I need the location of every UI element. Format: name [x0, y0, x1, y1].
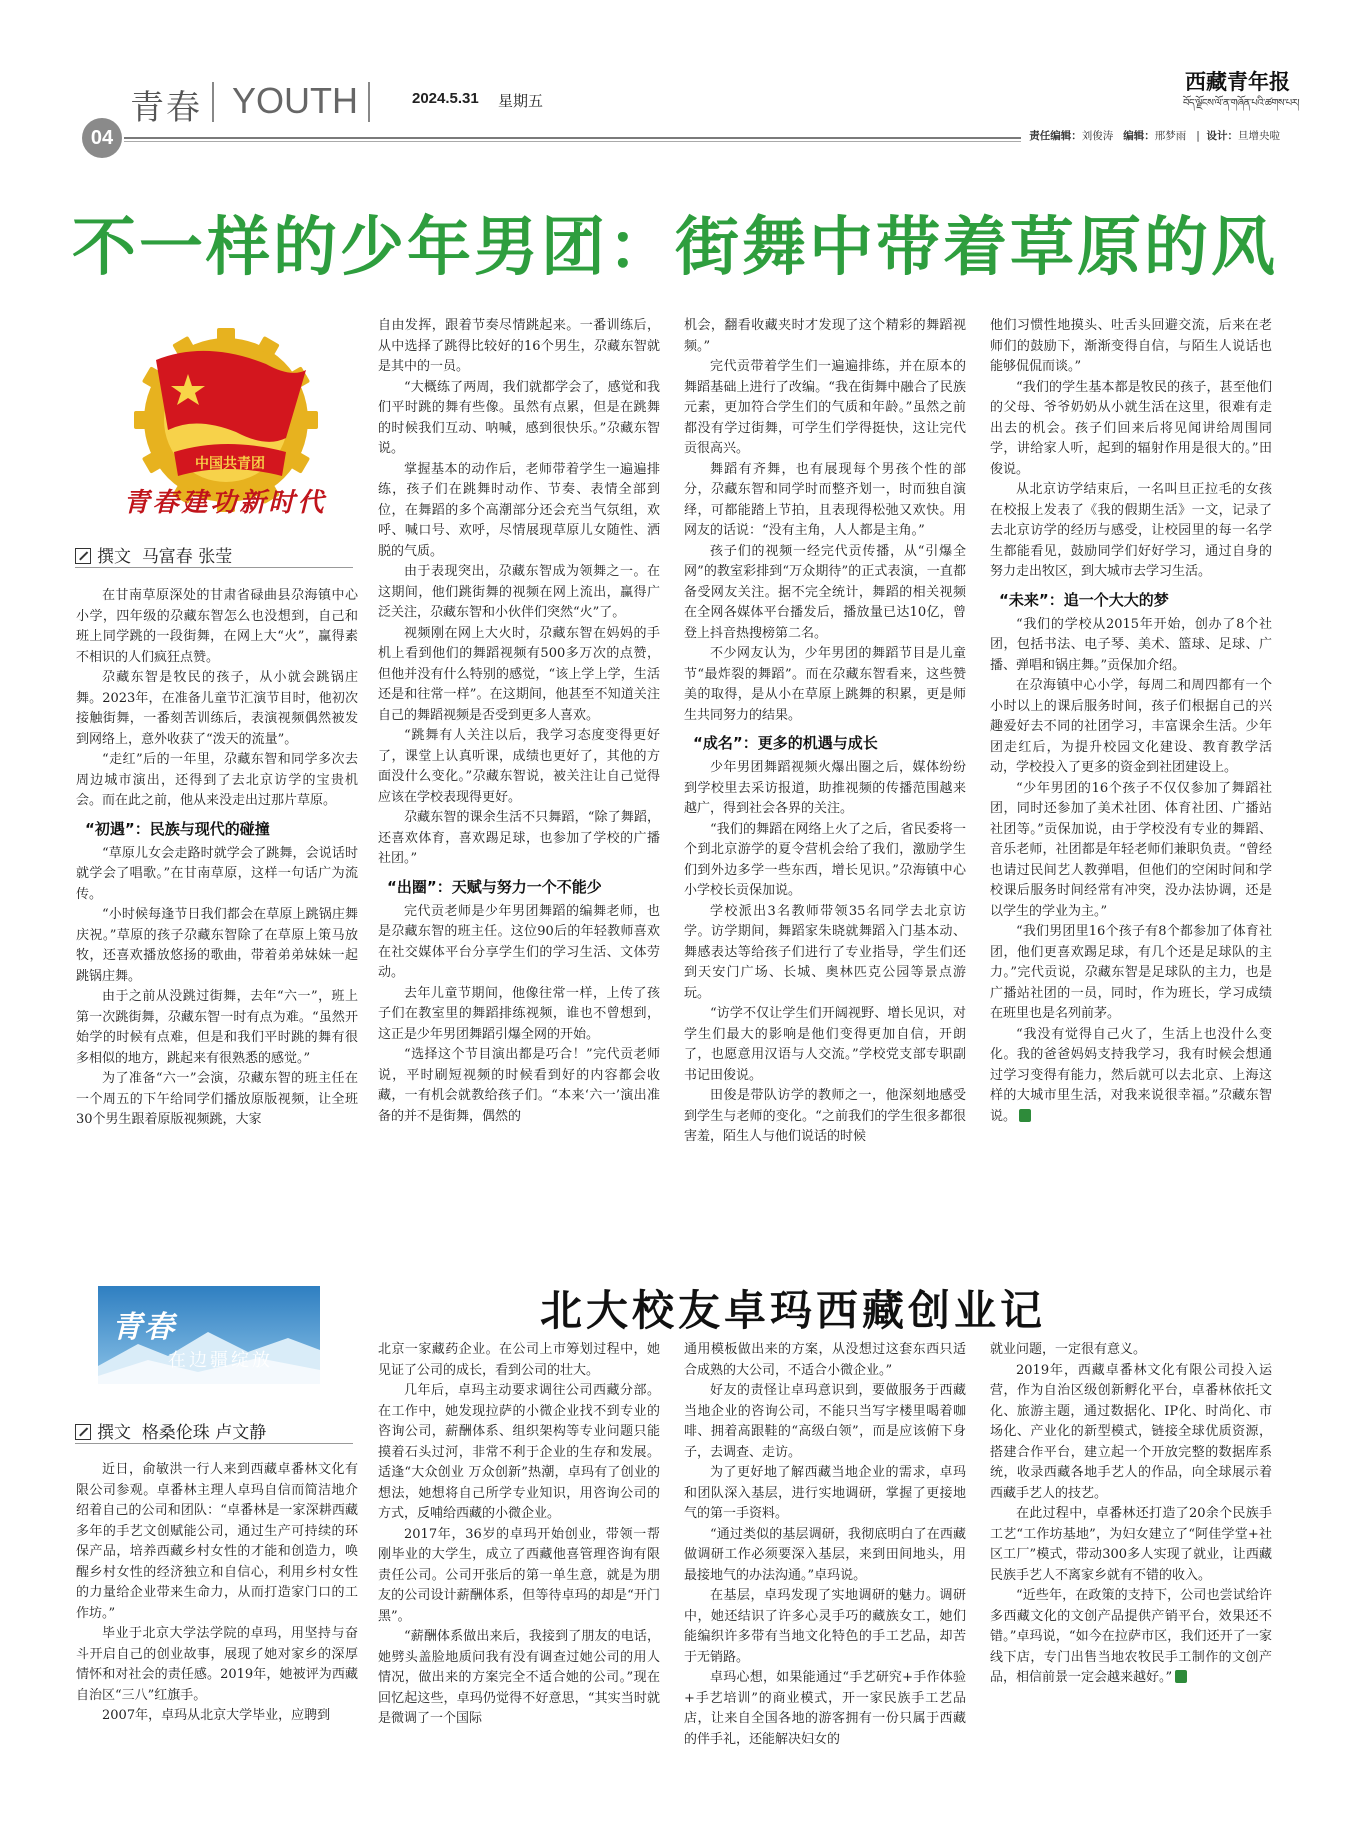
- paragraph: 田俊是带队访学的教师之一，他深刻地感受到学生与老师的变化。“之前我们的学生很多都很害羞，陌生人与他们说话的时候: [684, 1088, 966, 1144]
- paragraph: 学校派出3名教师带领35名同学去北京访学。访学期间，舞蹈家朱晓就舞蹈入门基本动、舞感表达等给孩子们进行了专业指导，学生们还到天安门广场、长城、奥林匹克公园等景点游玩。: [684, 903, 966, 1001]
- article2-headline: 北大校友卓玛西藏创业记: [540, 1286, 1047, 1335]
- paragraph: 为了更好地了解西藏当地企业的需求，卓玛和团队深入基层，进行实地调研，掌握了更接地气的第一手资料。: [684, 1465, 966, 1521]
- paragraph: “选择这个节目演出都是巧合！”完代贡老师说，平时刷短视频的时候看到好的内容都会收藏，一有机会就教给孩子们。“本来‘六一’演出准备的并不是街舞，偶然的: [378, 1047, 660, 1124]
- paragraph: 去年儿童节期间，他像往常一样，上传了孩子们在教室里的舞蹈排练视频，谁也不曾想到，这正是少年男团舞蹈引爆全网的开始。: [378, 985, 660, 1042]
- paragraph: 在此过程中，卓番林还打造了20余个民族手工艺“工作坊基地”，为妇女建立了“阿佳学堂+社区工厂”模式，带动300多人实现了就业，让西藏民族手艺人不离家乡就有不错的收入。: [990, 1506, 1272, 1583]
- article2-column-1: [76, 1460, 358, 1786]
- paragraph: “走红”后的一年里，尕藏东智和同学多次去周边城市演出，还得到了去北京访学的宝贵机会。而在此之前，他从来没走出过那片草原。: [76, 752, 358, 808]
- paragraph: 2017年，36岁的卓玛开始创业，带领一帮刚毕业的大学生，成立了西藏他喜管理咨询有限责任公司。公司开张后的第一单生意，就是为朋友的公司设计薪酬体系，但等待卓玛的却是“开门黑”。: [378, 1526, 660, 1624]
- subheading: “未来”：追一个大大的梦: [999, 590, 1169, 609]
- paragraph: “近些年，在政策的支持下，公司也尝试给许多西藏文化的文创产品提供产销平台，效果还不错。”卓玛说，“如今在拉萨市区，我们还开了一家线下店，专门出售当地农牧民手工制作的文创产品，相信前景一定会越来越好。”: [990, 1588, 1272, 1685]
- paragraph: 2019年，西藏卓番林文化有限公司投入运营，作为自治区级创新孵化平台，卓番林依托文化、旅游主题，通过数据化、IP化、时尚化、市场化、产业化的新型模式，链接全球优质资源，搭建合作平台，建立起一个开放完整的数据库系统，收录西藏各地手艺人的作品，向全球展示着西藏手艺人的技艺。: [990, 1362, 1272, 1501]
- article1-byline: [75, 542, 232, 567]
- article1-headline: 不一样的少年男团：街舞中带着草原的风: [72, 211, 1278, 285]
- newspaper-name: 西藏青年报: [1185, 69, 1290, 94]
- article1-column-4: [990, 316, 1272, 1216]
- editor-name: 刘俊涛: [1081, 130, 1114, 142]
- section-title-cn: 青春: [130, 88, 202, 128]
- byline-authors: 马富春 张莹: [141, 547, 233, 567]
- editor-label: 责任编辑：: [1029, 130, 1082, 142]
- paragraph: “草原儿女会走路时就学会了跳舞，会说话时就学会了唱歌。”在甘南草原，这样一句话广为流传。: [76, 845, 358, 902]
- paragraph: “小时候每逢节日我们都会在草原上跳锅庄舞庆祝。”草原的孩子尕藏东智除了在草原上策马放牧，还喜欢播放悠扬的歌曲，带着弟弟妹妹一起跳锅庄舞。: [76, 907, 358, 984]
- paragraph: 毕业于北京大学法学院的卓玛，用坚持与奋斗开启自己的创业故事，展现了她对家乡的深厚情怀和对社会的责任感。2019年，她被评为西藏自治区“三八”红旗手。: [76, 1626, 358, 1703]
- paragraph: “少年男团的16个孩子不仅仅参加了舞蹈社团，同时还参加了美术社团、体育社团、广播站社团等。”贡保加说，由于学校没有专业的舞蹈、音乐老师，社团都是年轻老师们兼职负责。“曾经也请过民间艺人教弹唱，但他们的空闲时间和学校课后服务时间经常有冲突，没办法协调，还是以学生的学业为主。”: [990, 780, 1272, 919]
- article2-byline: [75, 1418, 266, 1443]
- paragraph: 北京一家藏药企业。在公司上市筹划过程中，她见证了公司的成长，看到公司的壮大。: [378, 1342, 660, 1378]
- paragraph: 为了准备“六一”会演，尕藏东智的班主任在一个周五的下午给同学们播放原版视频，让全班30个男生跟着原版视频跳，大家: [76, 1071, 358, 1127]
- paragraph: 他们习惯性地摸头、吐舌头回避交流，后来在老师们的鼓励下，渐渐变得自信，与陌生人说话也能够侃侃而谈。”: [990, 318, 1272, 374]
- paragraph: 由于表现突出，尕藏东智成为领舞之一。在这期间，他们跳街舞的视频在网上流出，赢得广泛关注，尕藏东智和小伙伴们突然“火”了。: [378, 564, 660, 620]
- logo-slogan: 青春建功新时代: [123, 488, 327, 518]
- paragraph: 少年男团舞蹈视频火爆出圈之后，媒体纷纷到学校里去采访报道，助推视频的传播范围越来越广，得到社会各界的关注。: [684, 760, 966, 816]
- section-divider: [212, 82, 214, 122]
- publication-weekday: 星期五: [498, 92, 544, 110]
- paragraph: 孩子们的视频一经完代贡传播，从“引爆全网”的教室彩排到“万众期待”的正式表演，一直都备受网友关注。据不完全统计，舞蹈的相关视频在全网各媒体平台播发后，播放量已达10亿，曾登上抖音热搜榜第二名。: [684, 543, 966, 641]
- paragraph: “大概练了两周，我们就都学会了，感觉和我们平时跳的舞有些像。虽然有点累，但是在跳舞的时候我们互动、呐喊，感到很快乐。”尕藏东智说。: [378, 379, 660, 456]
- paragraph: “我们的舞蹈在网络上火了之后，省民委将一个到北京游学的夏令营机会给了我们，激励学生们到外边多学一些东西，增长见识。”尕海镇中心小学校长贡保加说。: [684, 821, 966, 898]
- designer-name: 旦增央啦: [1238, 130, 1280, 142]
- paragraph: 机会，翻看收藏夹时才发现了这个精彩的舞蹈视频。”: [684, 318, 966, 354]
- publication-date: 2024.5.31: [412, 90, 479, 107]
- article2-column-4: [990, 1340, 1272, 1786]
- editor2-label: 编辑：: [1123, 130, 1155, 142]
- editor2-name: 邢梦雨: [1154, 130, 1187, 142]
- paragraph: 完代贡带着学生们一遍遍排练，并在原本的舞蹈基础上进行了改编。“我在街舞中融合了民族元素，更加符合学生们的气质和年龄。”虽然之前都没有学过街舞，可学生们学得挺快，这让完代贡很高兴。: [684, 359, 966, 456]
- paragraph: “我们的学生基本都是牧民的孩子，甚至他们的父母、爷爷奶奶从小就生活在这里，很难有走出去的机会。孩子们回来后将见闻讲给周围同学，讲给家人听，起到的辐射作用是很大的。”田俊说。: [990, 379, 1272, 477]
- paragraph: “跳舞有人关注以后，我学习态度变得更好了，课堂上认真听课，成绩也更好了，其他的方面没什么变化。”尕藏东智说，被关注让自己觉得应该在学校表现得更好。: [378, 728, 660, 805]
- newspaper-name-tibetan: བོད་ལྗོངས་ལོ་ན་གཞོན་པའི་ཚགས་པར།: [1183, 98, 1300, 109]
- end-of-article-icon: [1175, 1670, 1187, 1683]
- pen-icon: [75, 548, 91, 564]
- subheading: “初遇”：民族与现代的碰撞: [85, 819, 270, 838]
- paragraph: 在甘南草原深处的甘肃省碌曲县尕海镇中心小学，四年级的尕藏东智怎么也没想到，自己和班上同学跳的一段街舞，在网上大“火”，赢得素不相识的人们疯狂点赞。: [76, 588, 358, 665]
- paragraph: 几年后，卓玛主动要求调往公司西藏分部。在工作中，她发现拉萨的小微企业找不到专业的咨询公司，薪酬体系、组织架构等专业问题只能摸着石头过河，非常不利于企业的生存和发展。适逢“大众创业 万众创新”热潮，卓玛有了创业的想法，她想将自己所学专业知识，用咨询公司的方式，反哺给西藏的小微企业。: [378, 1383, 660, 1521]
- paragraph: 在基层，卓玛发现了实地调研的魅力。调研中，她还结识了许多心灵手巧的藏族女工，她们能编织许多带有当地文化特色的手工艺品，却苦于无销路。: [684, 1588, 966, 1665]
- byline-label: 撰文: [97, 1423, 131, 1443]
- paragraph: “我没有觉得自己火了，生活上也没什么变化。我的爸爸妈妈支持我学习，我有时候会想通过学习变得有能力，然后就可以去北京、上海这样的大城市里生活，对我来说很幸福。”尕藏东智说。: [990, 1026, 1272, 1124]
- section-title-en: YOUTH: [232, 80, 358, 121]
- byline-label: 撰文: [97, 547, 131, 567]
- paragraph: “访学不仅让学生们开阔视野、增长见识，对学生们最大的影响是他们变得更加自信，开朗了，也愿意用汉语与人交流。”学校党支部专职副书记田俊说。: [684, 1006, 966, 1083]
- section-divider: [368, 82, 370, 122]
- paragraph: 卓玛心想，如果能通过“手艺研究+手作体验+手艺培训”的商业模式，开一家民族手工艺品店，让来自全国各地的游客拥有一份只属于西藏的伴手礼，还能解决妇女的: [684, 1670, 966, 1747]
- article2-column-3: [684, 1340, 966, 1786]
- paragraph: “我们的学校从2015年开始，创办了8个社团，包括书法、电子琴、美术、篮球、足球、广播、弹唱和锅庄舞。”贡保加介绍。: [990, 616, 1272, 673]
- paragraph: 近日，俞敏洪一行人来到西藏卓番林文化有限公司参观。卓番林主理人卓玛自信而简洁地介绍着自己的公司和团队：“卓番林是一家深耕西藏多年的手艺文创赋能公司，通过生产可持续的环保产品，培养西藏乡村女性的才能和创造力，唤醒乡村女性的经济独立和自信心，利用乡村女性的力量给企业带来生命力，从而打造家门口的工作坊。”: [76, 1462, 358, 1621]
- article1-column-3: [684, 316, 966, 1216]
- page-number-badge: 04: [82, 118, 122, 158]
- paragraph: 尕藏东智的课余生活不只舞蹈，“除了舞蹈，还喜欢体育，喜欢踢足球，也参加了学校的广播社团。”: [378, 810, 660, 866]
- byline-rule: [75, 567, 353, 568]
- article2-column-2: [378, 1340, 660, 1786]
- logo-ribbon-text: 中国共青团: [195, 456, 265, 472]
- paragraph: 不少网友认为，少年男团的舞蹈节目是儿童节“最炸裂的舞蹈”。而在尕藏东智看来，这些赞美的取得，是从小在草原上跳舞的积累，更是师生共同努力的结果。: [684, 646, 966, 723]
- paragraph: 视频刚在网上大火时，尕藏东智在妈妈的手机上看到他们的舞蹈视频有500多万次的点赞，但他并没有什么特别的感觉，“该上学上学，生活还是和往常一样”。在这期间，他甚至不知道关注自己的舞蹈视频是否受到更多人喜欢。: [378, 625, 660, 723]
- article1-column-2: [378, 316, 660, 1216]
- paragraph: 在尕海镇中心小学，每周二和周四都有一个小时以上的课后服务时间，孩子们根据自己的兴趣爱好去不同的社团学习，丰富课余生活。少年团走红后，为提升校园文化建设、教育教学活动，学校投入了更多的资金到社团建设上。: [990, 678, 1272, 775]
- paragraph: 自由发挥，跟着节奏尽情跳起来。一番训练后，从中选择了跳得比较好的16个男生，尕藏东智就是其中的一员。: [378, 318, 660, 374]
- paragraph: 掌握基本的动作后，老师带着学生一遍遍排练，孩子们在跳舞时动作、节奏、表情全部到位，在舞蹈的多个高潮部分还会充当气氛组，欢呼、喊口号、欢呼，尽情展现草原儿女随性、洒脱的气质。: [378, 461, 660, 559]
- byline-authors: 格桑伦珠 卢文静: [141, 1423, 267, 1443]
- paragraph: 完代贡老师是少年男团舞蹈的编舞老师，也是尕藏东智的班主任。这位90后的年轻教师喜欢在社交媒体平台分享学生们的学习生活、文体劳动。: [378, 903, 660, 980]
- pen-icon: [75, 1424, 91, 1440]
- paragraph: 2007年，卓玛从北京大学毕业，应聘到: [102, 1708, 331, 1723]
- designer-label: 设计：: [1206, 130, 1238, 142]
- byline-rule: [75, 1443, 353, 1444]
- editor-credits: 责任编辑：刘俊涛 编辑：邢梦雨 | 设计：旦增央啦: [1021, 128, 1280, 143]
- banner-title: 青春: [112, 1310, 176, 1345]
- paragraph: “薪酬体系做出来后，我接到了朋友的电话，她劈头盖脸地质问我有没有调查过她公司的用人情况，做出来的方案完全不适合她的公司。”现在回忆起这些，卓玛仍觉得不好意思，“其实当时就是微调了一个国际: [378, 1629, 660, 1726]
- end-of-article-icon: [1019, 1109, 1031, 1122]
- paragraph: 尕藏东智是牧民的孩子，从小就会跳锅庄舞。2023年，在准备儿童节汇演节目时，他初次接触街舞，一番刻苦训练后，表演视频偶然被发到网络上，意外收获了“泼天的流量”。: [76, 670, 358, 747]
- paragraph: 好友的责怪让卓玛意识到，要做服务于西藏当地企业的咨询公司，不能只当写字楼里喝着咖啡、拥着高跟鞋的“高级白领”，而是应该俯下身子，去调查、走访。: [684, 1383, 966, 1460]
- paragraph: 由于之前从没跳过街舞，去年“六一”，班上第一次跳街舞，尕藏东智一时有点为难。“虽然开始学的时候有点难，但是和我们平时跳的舞有很多相似的地方，跳起来有很熟悉的感觉。”: [76, 989, 358, 1066]
- paragraph: “通过类似的基层调研，我彻底明白了在西藏做调研工作必须要深入基层，来到田间地头，用最接地气的办法沟通。”卓玛说。: [684, 1526, 966, 1583]
- subheading: “成名”：更多的机遇与成长: [693, 734, 878, 752]
- paragraph: 舞蹈有齐舞，也有展现每个男孩个性的部分，尕藏东智和同学时而整齐划一，时而独自演绎，可都能踏上节拍，且表现得松弛又欢快。用网友的话说：“没有主角，人人都是主角。”: [684, 461, 966, 538]
- paragraph: 通用模板做出来的方案，从没想过这套东西只适合成熟的大公司，不适合小微企业。”: [684, 1342, 966, 1378]
- paragraph: 从北京访学结束后，一名叫旦正拉毛的女孩在校报上发表了《我的假期生活》一文，记录了去北京访学的经历与感受，让校园里的每一名学生都能看见，鼓励同学们好好学习，通过自身的努力走出牧区，到大城市去学习生活。: [990, 482, 1272, 579]
- paragraph: 就业问题，一定很有意义。: [990, 1342, 1147, 1357]
- paragraph: “我们男团里16个孩子有8个都参加了体育社团，他们更喜欢踢足球，有几个还是足球队的主力。”完代贡说，尕藏东智是足球队的主力，也是广播站社团的一员，同时，作为班长，学习成绩在班里也是名列前茅。: [990, 924, 1272, 1021]
- subheading: “出圈”：天赋与努力一个不能少: [387, 877, 602, 896]
- banner-subtitle: 在边疆绽放: [168, 1350, 273, 1371]
- article1-column-1: [76, 586, 358, 1210]
